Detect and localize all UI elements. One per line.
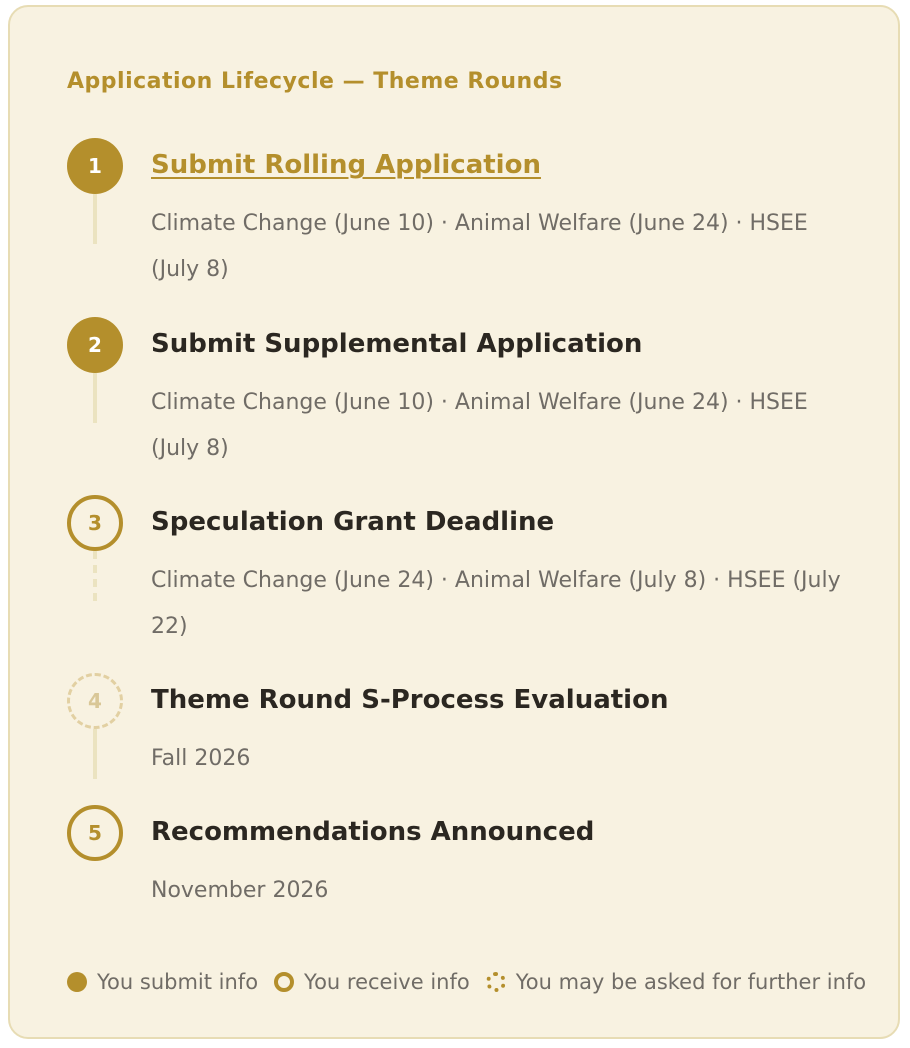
step-title: Speculation Grant Deadline <box>151 507 555 537</box>
step-deadlines: Climate Change (June 10) · Animal Welfare (June 24) · HSEE (July 8) <box>151 211 808 282</box>
legend-label: You receive info <box>304 970 470 994</box>
step-connector-dashed <box>93 551 97 601</box>
legend-item-submit <box>67 970 258 994</box>
step-connector <box>93 729 97 779</box>
step-number-badge: 3 <box>67 495 123 551</box>
step-connector <box>93 373 97 423</box>
step-title: Theme Round S-Process Evaluation <box>151 685 669 715</box>
step-number-badge: 5 <box>67 805 123 861</box>
step-timing: Fall 2026 <box>151 746 251 771</box>
lifecycle-card <box>8 5 900 1039</box>
legend-label: You submit info <box>97 970 259 994</box>
step-title: Recommendations Announced <box>151 817 595 847</box>
legend-item-further-info <box>486 970 866 994</box>
step-title: Submit Supplemental Application <box>151 329 643 359</box>
legend <box>67 970 882 994</box>
step-connector <box>93 194 97 244</box>
legend-label: You may be asked for further info <box>515 970 867 994</box>
step-number-badge: 2 <box>67 317 123 373</box>
dashed-circle-icon <box>486 972 506 992</box>
step-timing: November 2026 <box>151 878 329 903</box>
submit-rolling-application-link[interactable]: Submit Rolling Application <box>151 150 541 180</box>
step-deadlines: Climate Change (June 24) · Animal Welfare (July 8) · HSEE (July 22) <box>151 568 841 639</box>
filled-circle-icon <box>67 972 87 992</box>
legend-item-receive <box>274 970 470 994</box>
ring-circle-icon <box>274 972 294 992</box>
step-number-badge: 1 <box>67 138 123 194</box>
card-title: Application Lifecycle — Theme Rounds <box>67 69 563 94</box>
step-deadlines: Climate Change (June 10) · Animal Welfare (June 24) · HSEE (July 8) <box>151 390 808 461</box>
step-number-badge: 4 <box>67 673 123 729</box>
